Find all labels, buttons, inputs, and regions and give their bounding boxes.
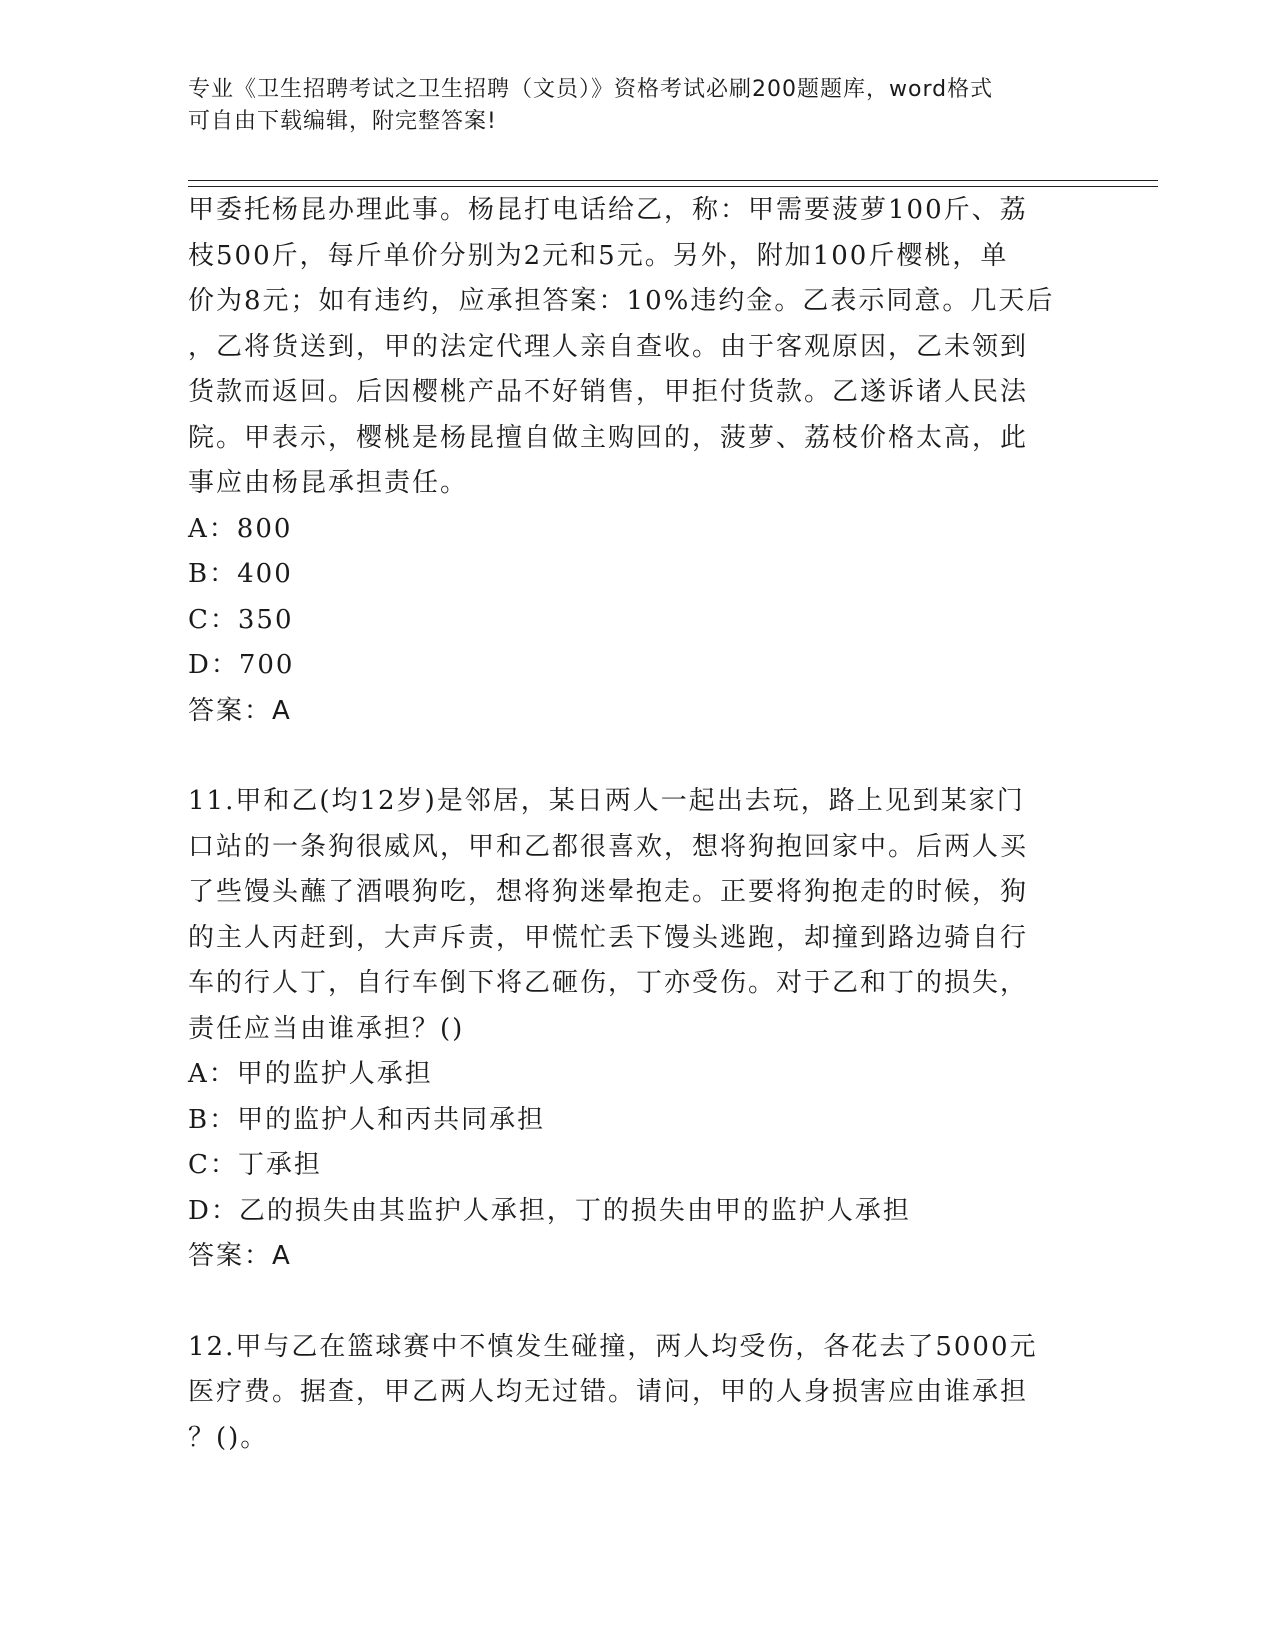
option-c: C：丁承担 bbox=[188, 1150, 322, 1180]
option-d: D：乙的损失由其监护人承担，丁的损失由甲的监护人承担 bbox=[188, 1195, 911, 1226]
question-stem-line: ？()。 bbox=[188, 1422, 269, 1453]
question-stem-line: 12.甲与乙在篮球赛中不慎发生碰撞，两人均受伤，各花去了5000元 bbox=[188, 1331, 1038, 1362]
question-stem-line: 院。甲表示，樱桃是杨昆擅自做主购回的，菠萝、荔枝价格太高，此 bbox=[188, 422, 1029, 453]
document-body bbox=[188, 188, 1068, 1461]
answer-line: 答案：A bbox=[188, 1241, 292, 1271]
option-c: C：350 bbox=[188, 604, 294, 635]
question-stem-line: 货款而返回。后因樱桃产品不好销售，甲拒付货款。乙遂诉诸人民法 bbox=[188, 377, 1029, 407]
question-12 bbox=[188, 1325, 1068, 1462]
header-rule-top bbox=[188, 180, 1158, 181]
spacer bbox=[188, 734, 1068, 779]
spacer bbox=[188, 1280, 1068, 1325]
question-stem-line: 的主人丙赶到，大声斥责，甲慌忙丢下馒头逃跑，却撞到路边骑自行 bbox=[188, 922, 1029, 953]
question-10 bbox=[188, 188, 1068, 734]
header-rule-bottom bbox=[188, 186, 1158, 187]
question-stem-line: 11.甲和乙(均12岁)是邻居，某日两人一起出去玩，路上见到某家门 bbox=[188, 786, 1025, 816]
question-stem-line: 枝500斤，每斤单价分别为2元和5元。另外，附加100斤樱桃，单 bbox=[188, 240, 1009, 271]
answer-line: 答案：A bbox=[188, 695, 292, 726]
question-stem-line: 车的行人丁，自行车倒下将乙砸伤，丁亦受伤。对于乙和丁的损失， bbox=[188, 968, 1029, 998]
header-line-2: 可自由下载编辑，附完整答案! bbox=[188, 109, 497, 134]
document-header bbox=[188, 74, 1088, 138]
option-b: B：甲的监护人和丙共同承担 bbox=[188, 1104, 546, 1135]
question-11 bbox=[188, 779, 1068, 1280]
question-stem-line: 口站的一条狗很威风，甲和乙都很喜欢，想将狗抱回家中。后两人买 bbox=[188, 831, 1029, 862]
question-stem-line: 事应由杨昆承担责任。 bbox=[188, 468, 469, 498]
option-a: A：甲的监护人承担 bbox=[188, 1059, 433, 1089]
option-b: B：400 bbox=[188, 559, 293, 589]
question-stem-line: 价为8元；如有违约，应承担答案：10%违约金。乙表示同意。几天后 bbox=[188, 286, 1055, 316]
question-stem-line: 责任应当由谁承担？() bbox=[188, 1013, 465, 1044]
question-stem-line: 甲委托杨昆办理此事。杨昆打电话给乙，称：甲需要菠萝100斤、荔 bbox=[188, 195, 1028, 225]
header-line-1: 专业《卫生招聘考试之卫生招聘（文员）》资格考试必刷200题题库，word格式 bbox=[188, 77, 994, 102]
question-stem-line: ，乙将货送到，甲的法定代理人亲自查收。由于客观原因，乙未领到 bbox=[188, 331, 1029, 362]
question-stem-line: 医疗费。据查，甲乙两人均无过错。请问，甲的人身损害应由谁承担 bbox=[188, 1377, 1029, 1407]
option-a: A：800 bbox=[188, 513, 293, 544]
option-d: D：700 bbox=[188, 650, 295, 680]
question-stem-line: 了些馒头蘸了酒喂狗吃，想将狗迷晕抱走。正要将狗抱走的时候，狗 bbox=[188, 877, 1029, 907]
